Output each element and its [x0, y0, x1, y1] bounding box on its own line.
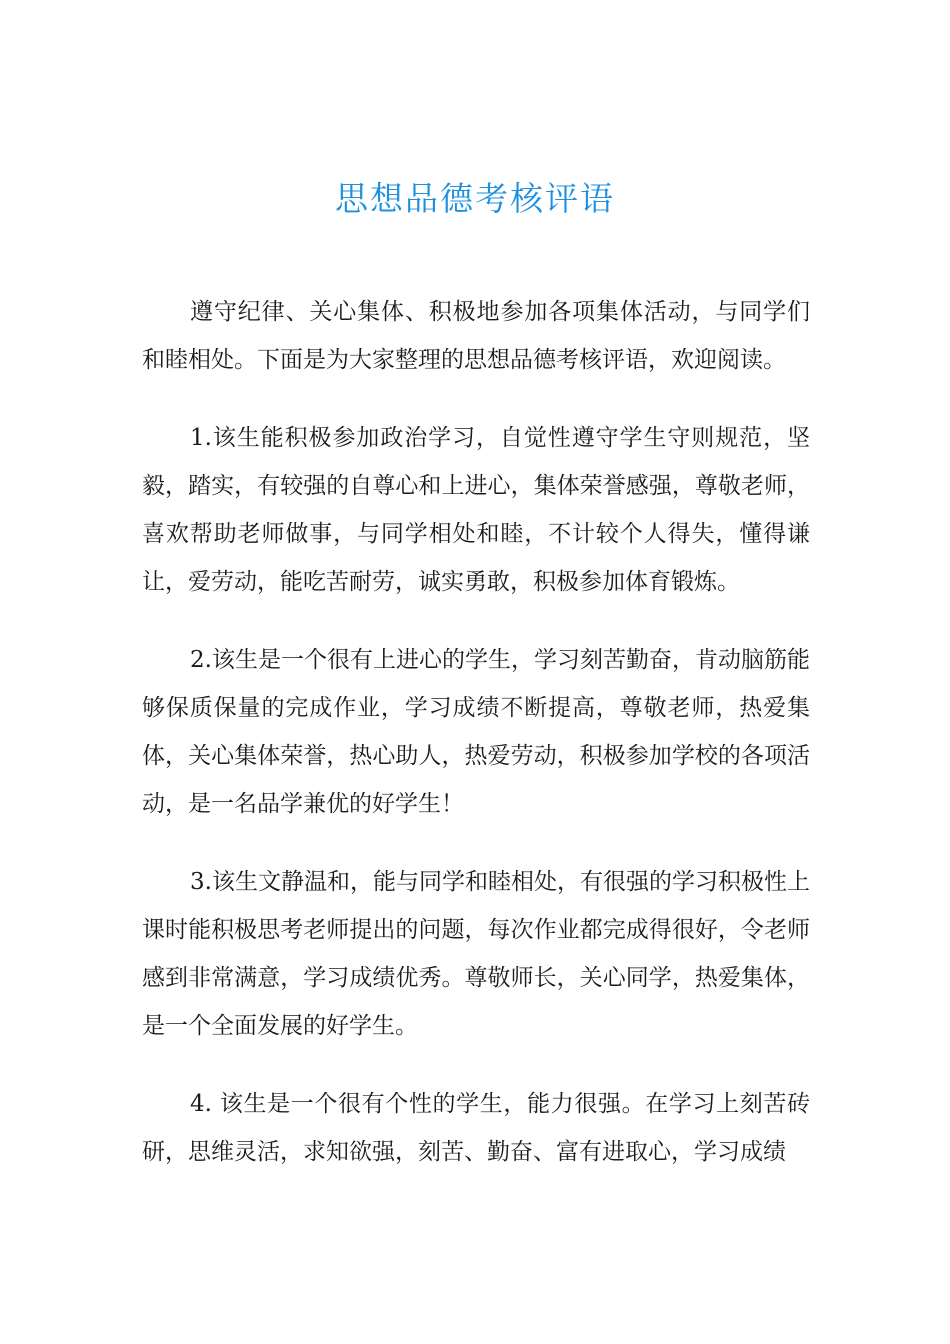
- document-title: 思想品德考核评语: [335, 179, 615, 218]
- comment-paragraph-1: 1.该生能积极参加政治学习，自觉性遵守学生守则规范，坚毅，踏实，有较强的自尊心和上进心，集体荣誉感强，尊敬老师，喜欢帮助老师做事，与同学相处和睦，不计较个人得失，懂得谦让，爱劳动，能吃苦耐劳，诚实勇敢，积极参加体育锻炼。: [142, 425, 810, 595]
- document-body: [142, 288, 810, 1206]
- comment-paragraph-2: 2.该生是一个很有上进心的学生，学习刻苦勤奋，肯动脑筋能够保质保量的完成作业，学习成绩不断提高，尊敬老师，热爱集体，关心集体荣誉，热心助人，热爱劳动，积极参加学校的各项活动，是一名品学兼优的好学生！: [142, 647, 810, 817]
- comment-paragraph-4: 4. 该生是一个很有个性的学生，能力很强。在学习上刻苦砖研，思维灵活，求知欲强，刻苦、勤奋、富有进取心，学习成绩: [142, 1091, 810, 1165]
- intro-paragraph: 遵守纪律、关心集体、积极地参加各项集体活动，与同学们和睦相处。下面是为大家整理的思想品德考核评语，欢迎阅读。: [142, 299, 810, 373]
- comment-paragraph-3: 3.该生文静温和，能与同学和睦相处，有很强的学习积极性上课时能积极思考老师提出的问题，每次作业都完成得很好，令老师感到非常满意，学习成绩优秀。尊敬师长，关心同学，热爱集体，是一个全面发展的好学生。: [142, 869, 810, 1039]
